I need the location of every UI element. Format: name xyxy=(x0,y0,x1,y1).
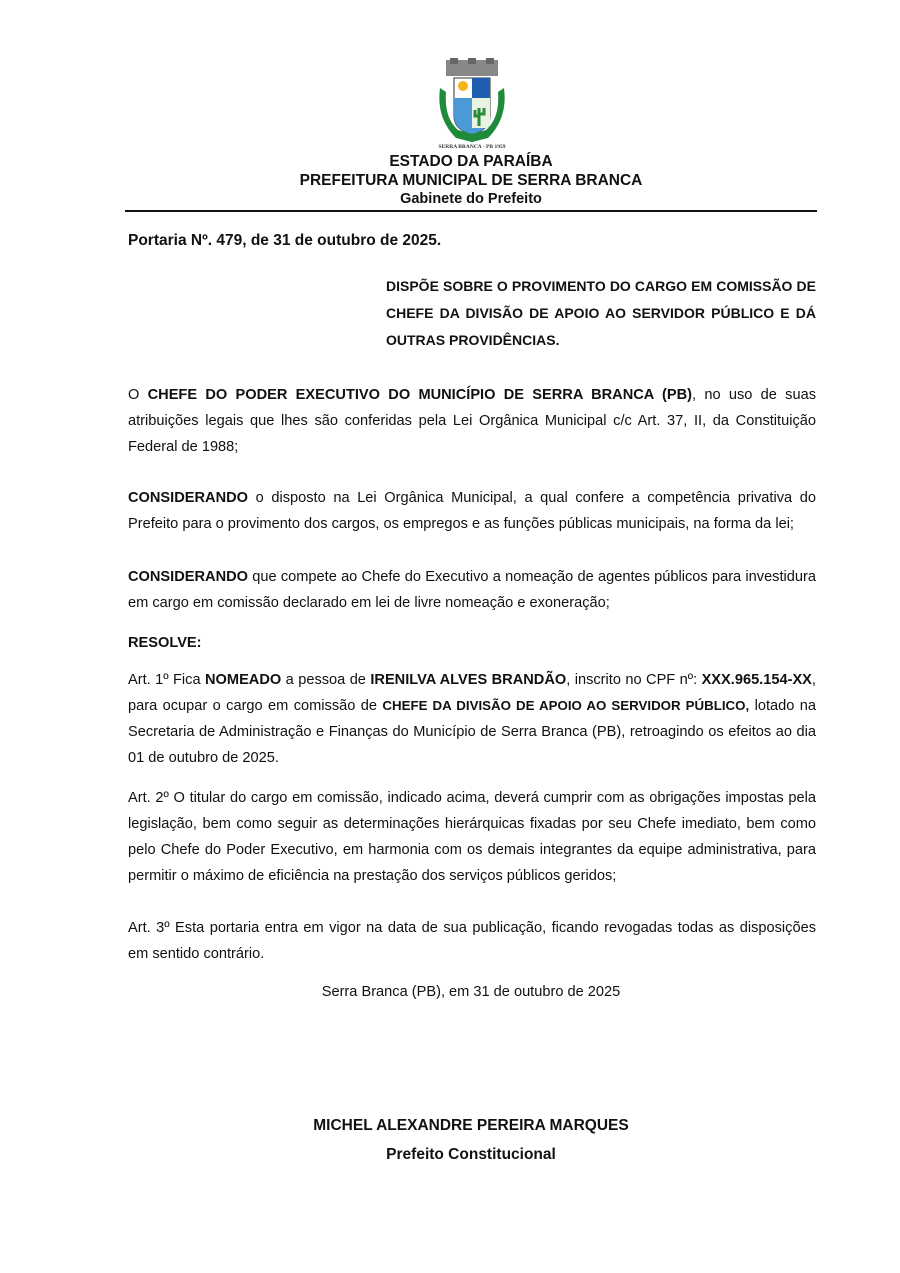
ementa: DISPÕE SOBRE O PROVIMENTO DO CARGO EM COMISSÃO DE CHEFE DA DIVISÃO DE APOIO AO SERVIDOR PÚBLICO E DÁ OUTRAS PROVIDÊNCIAS. xyxy=(386,278,816,348)
header-state: ESTADO DA PARAÍBA xyxy=(389,153,553,170)
header-divider xyxy=(125,210,817,212)
preamble-paragraph: O CHEFE DO PODER EXECUTIVO DO MUNICÍPIO DE SERRA BRANCA (PB), no uso de suas atribuições legais que lhes são conferidas pela Lei Orgânica Municipal c/c Art. 37, II, da Constituição Federal de 1988; xyxy=(128,387,816,455)
coat-of-arms-text: SERRA BRANCA - PB 1959 xyxy=(438,144,506,150)
date-line: Serra Branca (PB), em 31 de outubro de 2025 xyxy=(321,984,621,1000)
article-3: Art. 3º Esta portaria entra em vigor na data de sua publicação, ficando revogadas todas as disposições em sentido contrário. xyxy=(128,920,816,962)
article-2: Art. 2º O titular do cargo em comissão, indicado acima, deverá cumprir com as obrigações impostas pela legislação, bem como seguir as determinações hierárquicas fixadas por seu Chefe imediato, bem como pelo Chefe do Poder Executivo, em harmonia com os demais integrantes da equipe administrativa, para permitir o máximo de eficiência na prestação dos serviços públicos geridos; xyxy=(128,790,816,884)
header-office: Gabinete do Prefeito xyxy=(400,191,542,207)
document-title: Portaria Nº. 479, de 31 de outubro de 2025. xyxy=(128,232,442,249)
considerando-2: CONSIDERANDO que compete ao Chefe do Executivo a nomeação de agentes públicos para investidura em cargo em comissão declarado em lei de livre nomeação e exoneração; xyxy=(128,569,816,611)
header-prefecture: PREFEITURA MUNICIPAL DE SERRA BRANCA xyxy=(299,172,643,189)
considerando-1: CONSIDERANDO o disposto na Lei Orgânica Municipal, a qual confere a competência privativa do Prefeito para o provimento dos cargos, os empregos e as funções públicas municipais, na forma da lei; xyxy=(128,490,816,532)
resolve-heading: RESOLVE: xyxy=(128,635,202,651)
signatory-role: Prefeito Constitucional xyxy=(386,1146,556,1163)
article-1: Art. 1º Fica NOMEADO a pessoa de IRENILVA ALVES BRANDÃO, inscrito no CPF nº: XXX.965.154-XX, para ocupar o cargo em comissão de CHEFE DA DIVISÃO DE APOIO AO SERVIDOR PÚBLICO, lotado na Secretaria de Administração e Finanças do Município de Serra Branca (PB), retroagindo os efeitos ao dia 01 de outubro de 2025. xyxy=(128,672,817,766)
coat-of-arms-logo xyxy=(431,58,513,150)
signatory-name: MICHEL ALEXANDRE PEREIRA MARQUES xyxy=(313,1117,629,1134)
